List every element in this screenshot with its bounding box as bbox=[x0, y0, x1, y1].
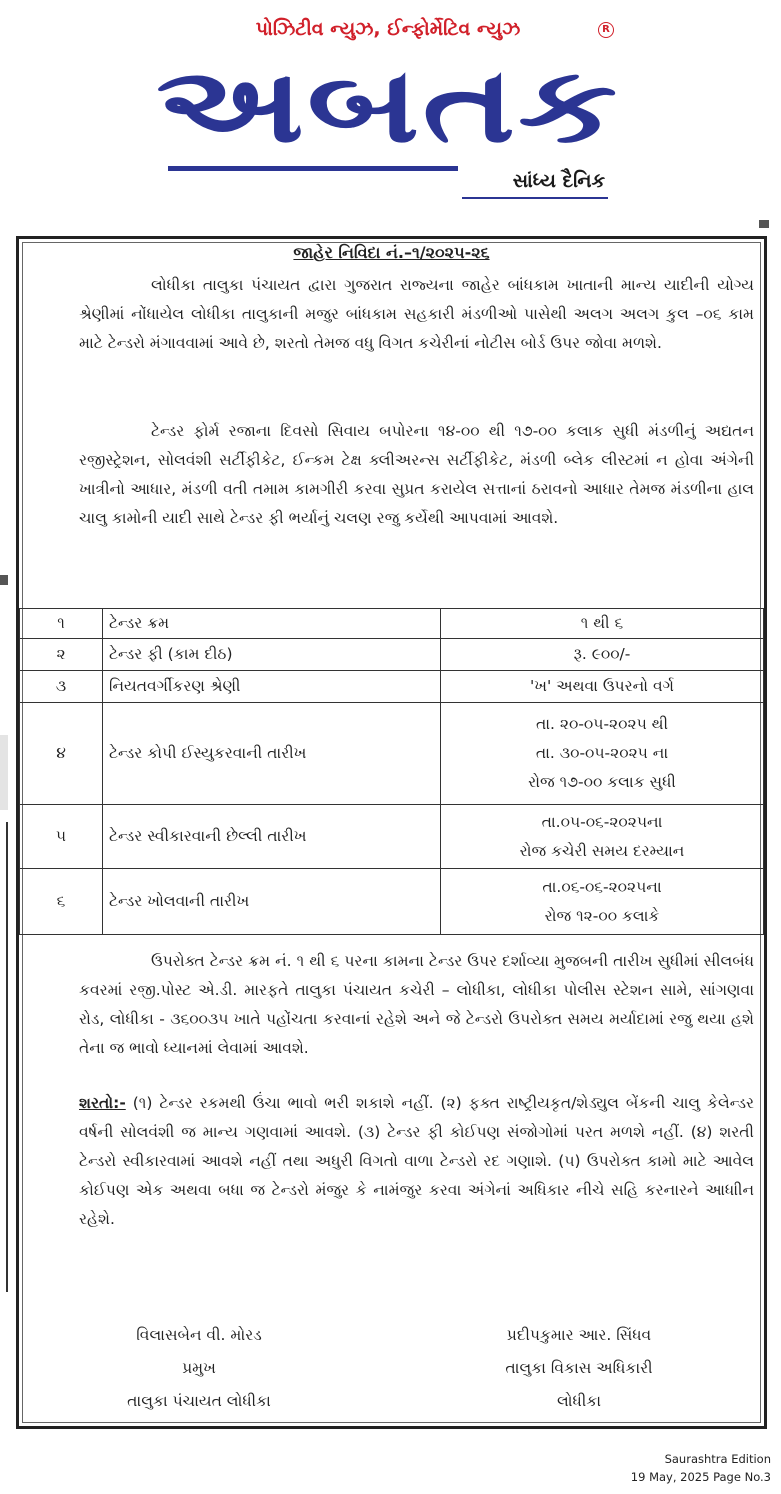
row-value bbox=[441, 869, 764, 935]
table-row bbox=[20, 609, 764, 639]
value-line: રોજ ૧૨-૦૦ કલાકે bbox=[544, 906, 660, 925]
signatory-name: પ્રદીપકુમાર આર. સિંધવ bbox=[506, 1326, 652, 1344]
terms-text: (૧) ટેન્ડર રકમથી ઉંચા ભાવો ભરી શકાશે નહીં. (૨) ફક્ત રાષ્ટ્રીયકૃત/શેડ્યુલ બેંકની ચાલુ કેલેન્ડર વર્ષની સોલવંશી જ માન્ય ગણવામાં આવશે. (૩) ટેન્ડર ફી કોઈપણ સંજોગોમાં પરત મળશે નહીં. (૪) શરતી ટેન્ડરો સ્વીકારવામાં આવશે નહીં તથા અધુરી વિગતો વાળા ટેન્ડરો રદ ગણાશે. (૫) ઉપરોક્ત કામો માટે આવેલ કોઈપણ એક અથવા બધા જ ટેન્ડરો મંજુર કે નામંજુર કરવા અંગેનાં અધિકાર નીચે સહિ કરનારને આધાીન રહેશે. bbox=[79, 1094, 754, 1228]
date-page-label: 19 May, 2025 Page No.3 bbox=[630, 1470, 771, 1484]
notice-paragraph-2: ટેન્ડર ફોર્મ રજાના દિવસો સિવાય બપોરના ૧૪-૦૦ થી ૧૭-૦૦ કલાક સુધી મંડળીનું અદ્યતન રજીસ્ટ્રેશન, સોલવંશી સર્ટીફીકેટ, ઈન્કમ ટેક્ષ ક્લીઅરન્સ સર્ટીફીકેટ, મંડળી બ્લેક લીસ્ટમાં ન હોવા અંગેની ખાત્રીનો આધાર, મંડળી વતી તમામ કામગીરી કરવા સુપ્રત કરાયેલ સત્તાનાં ઠરાવનો આધાર તેમજ મંડળીના હાલ ચાલુ કામોની યાદી સાથે ટેન્ડર ફી ભર્યાનું ચલણ રજુ કર્યેથી આપવામાં આવશે. bbox=[79, 422, 754, 527]
row-number: ૪ bbox=[20, 703, 103, 805]
value-line: રોજ ૧૭-૦૦ કલાક સુધી bbox=[528, 773, 676, 791]
adjacent-column-marker bbox=[0, 575, 8, 585]
row-number: ૧ bbox=[20, 609, 103, 639]
adjacent-column-block bbox=[0, 735, 8, 810]
masthead-subtitle: સાંધ્ય દૈનિક bbox=[512, 170, 605, 192]
registered-mark-icon: R bbox=[598, 22, 614, 38]
adjacent-column-border bbox=[6, 822, 8, 1292]
page-footer bbox=[631, 1450, 771, 1486]
row-label: ટેન્ડર ક્રમ bbox=[103, 609, 441, 639]
row-label: ટેન્ડર કોપી ઈસ્યુકરવાની તારીખ bbox=[103, 703, 441, 805]
notice-paragraph-3: ઉપરોક્ત ટેન્ડર ક્રમ નં. ૧ થી ૬ પરના કામના ટેન્ડર ઉપર દર્શાવ્યા મુજબની તારીખ સુધીમાં સીલબંધ કવરમાં રજી.પોસ્ટ એ.ડી. મારફતે તાલુકા પંચાયત કચેરી – લોધીકા, લોધીકા પોલીસ સ્ટેશન સામે, સાંગણવા રોડ, લોધીકા - ૩૬૦૦૩૫ ખાતે પહોંચતા કરવાનાં રહેશે અને જે ટેન્ડરો ઉપરોક્ત સમય મર્યાદામાં રજુ થયા હશે તેના જ ભાવો ધ્યાનમાં લેવામાં આવશે. bbox=[79, 952, 754, 1057]
row-number: ૩ bbox=[20, 671, 103, 703]
tender-table bbox=[19, 608, 764, 935]
table-row bbox=[20, 671, 764, 703]
table-row bbox=[20, 703, 764, 805]
value-line: રોજ કચેરી સમય દરમ્યાન bbox=[519, 841, 685, 860]
signatory-left bbox=[59, 1319, 339, 1418]
row-value: ૧ થી ૬ bbox=[441, 609, 764, 639]
terms-label: શરતો:- bbox=[79, 1094, 126, 1112]
signatory-designation: તાલુકા વિકાસ અધિકારી bbox=[505, 1359, 653, 1377]
row-label: ટેન્ડર ફી (કામ દીઠ) bbox=[103, 639, 441, 671]
value-line: તા.૦૬-૦૬-૨૦૨૫ના bbox=[542, 877, 662, 896]
value-line: તા.૦૫-૦૬-૨૦૨૫ના bbox=[541, 812, 663, 831]
masthead bbox=[0, 0, 781, 215]
signatory-name: વિલાસબેન વી. મોરડ bbox=[136, 1326, 262, 1344]
row-label: ટેન્ડર ખોલવાની તારીખ bbox=[103, 869, 441, 935]
corner-marker bbox=[759, 220, 769, 228]
table-row bbox=[20, 639, 764, 671]
edition-label: Saurashtra Edition bbox=[664, 1452, 771, 1466]
row-label: ટેન્ડર સ્વીકારવાની છેલ્લી તારીખ bbox=[103, 805, 441, 869]
tagline: પોઝિટીવ ન્યુઝ, ઈન્ફોર્મેટિવ ન્યુઝ bbox=[255, 18, 521, 40]
tender-notice bbox=[16, 236, 767, 1429]
row-value: 'ખ' અથવા ઉપરનો વર્ગ bbox=[441, 671, 764, 703]
table-row bbox=[20, 805, 764, 869]
row-number: ૫ bbox=[20, 805, 103, 869]
row-value: રૂ. ૯૦૦/- bbox=[441, 639, 764, 671]
row-value bbox=[441, 703, 764, 805]
value-line: તા. ૨૦-૦૫-૨૦૨૫ થી bbox=[535, 715, 669, 733]
notice-paragraph-1: લોધીકા તાલુકા પંચાયત દ્વારા ગુજરાત રાજ્યના જાહેર બાંધકામ ખાતાની માન્ય યાદીની યોગ્ય શ્રેણીમાં નોંધાયેલ લોધીકા તાલુકાની મજુર બાંધકામ સહકારી મંડળીઓ પાસેથી અલગ અલગ કુલ –૦૬ કામ માટે ટેન્ડરો મંગાવવામાં આવે છે, શરતો તેમજ વધુ વિગત કચેરીનાં નોટીસ બોર્ડ ઉપર જોવા મળશે. bbox=[79, 276, 754, 352]
newspaper-logo: અબતક bbox=[156, 44, 620, 166]
row-number: ૨ bbox=[20, 639, 103, 671]
notice-terms bbox=[79, 1089, 754, 1234]
row-number: ૬ bbox=[20, 869, 103, 935]
notice-title: જાહેર નિવિદા નં.–૧/૨૦૨૫-૨૬ bbox=[293, 243, 490, 262]
value-line: તા. ૩૦-૦૫-૨૦૨૫ ના bbox=[535, 744, 669, 762]
row-value bbox=[441, 805, 764, 869]
signatory-designation: પ્રમુખ bbox=[182, 1359, 216, 1377]
subtitle-underline bbox=[462, 197, 608, 199]
logo-underline bbox=[168, 166, 458, 171]
signatory-right bbox=[439, 1319, 719, 1418]
row-label: નિયતવર્ગીકરણ શ્રેણી bbox=[103, 671, 441, 703]
signatory-office: તાલુકા પંચાયત લોધીકા bbox=[127, 1392, 271, 1410]
signatory-office: લોધીકા bbox=[556, 1392, 602, 1410]
table-row bbox=[20, 869, 764, 935]
